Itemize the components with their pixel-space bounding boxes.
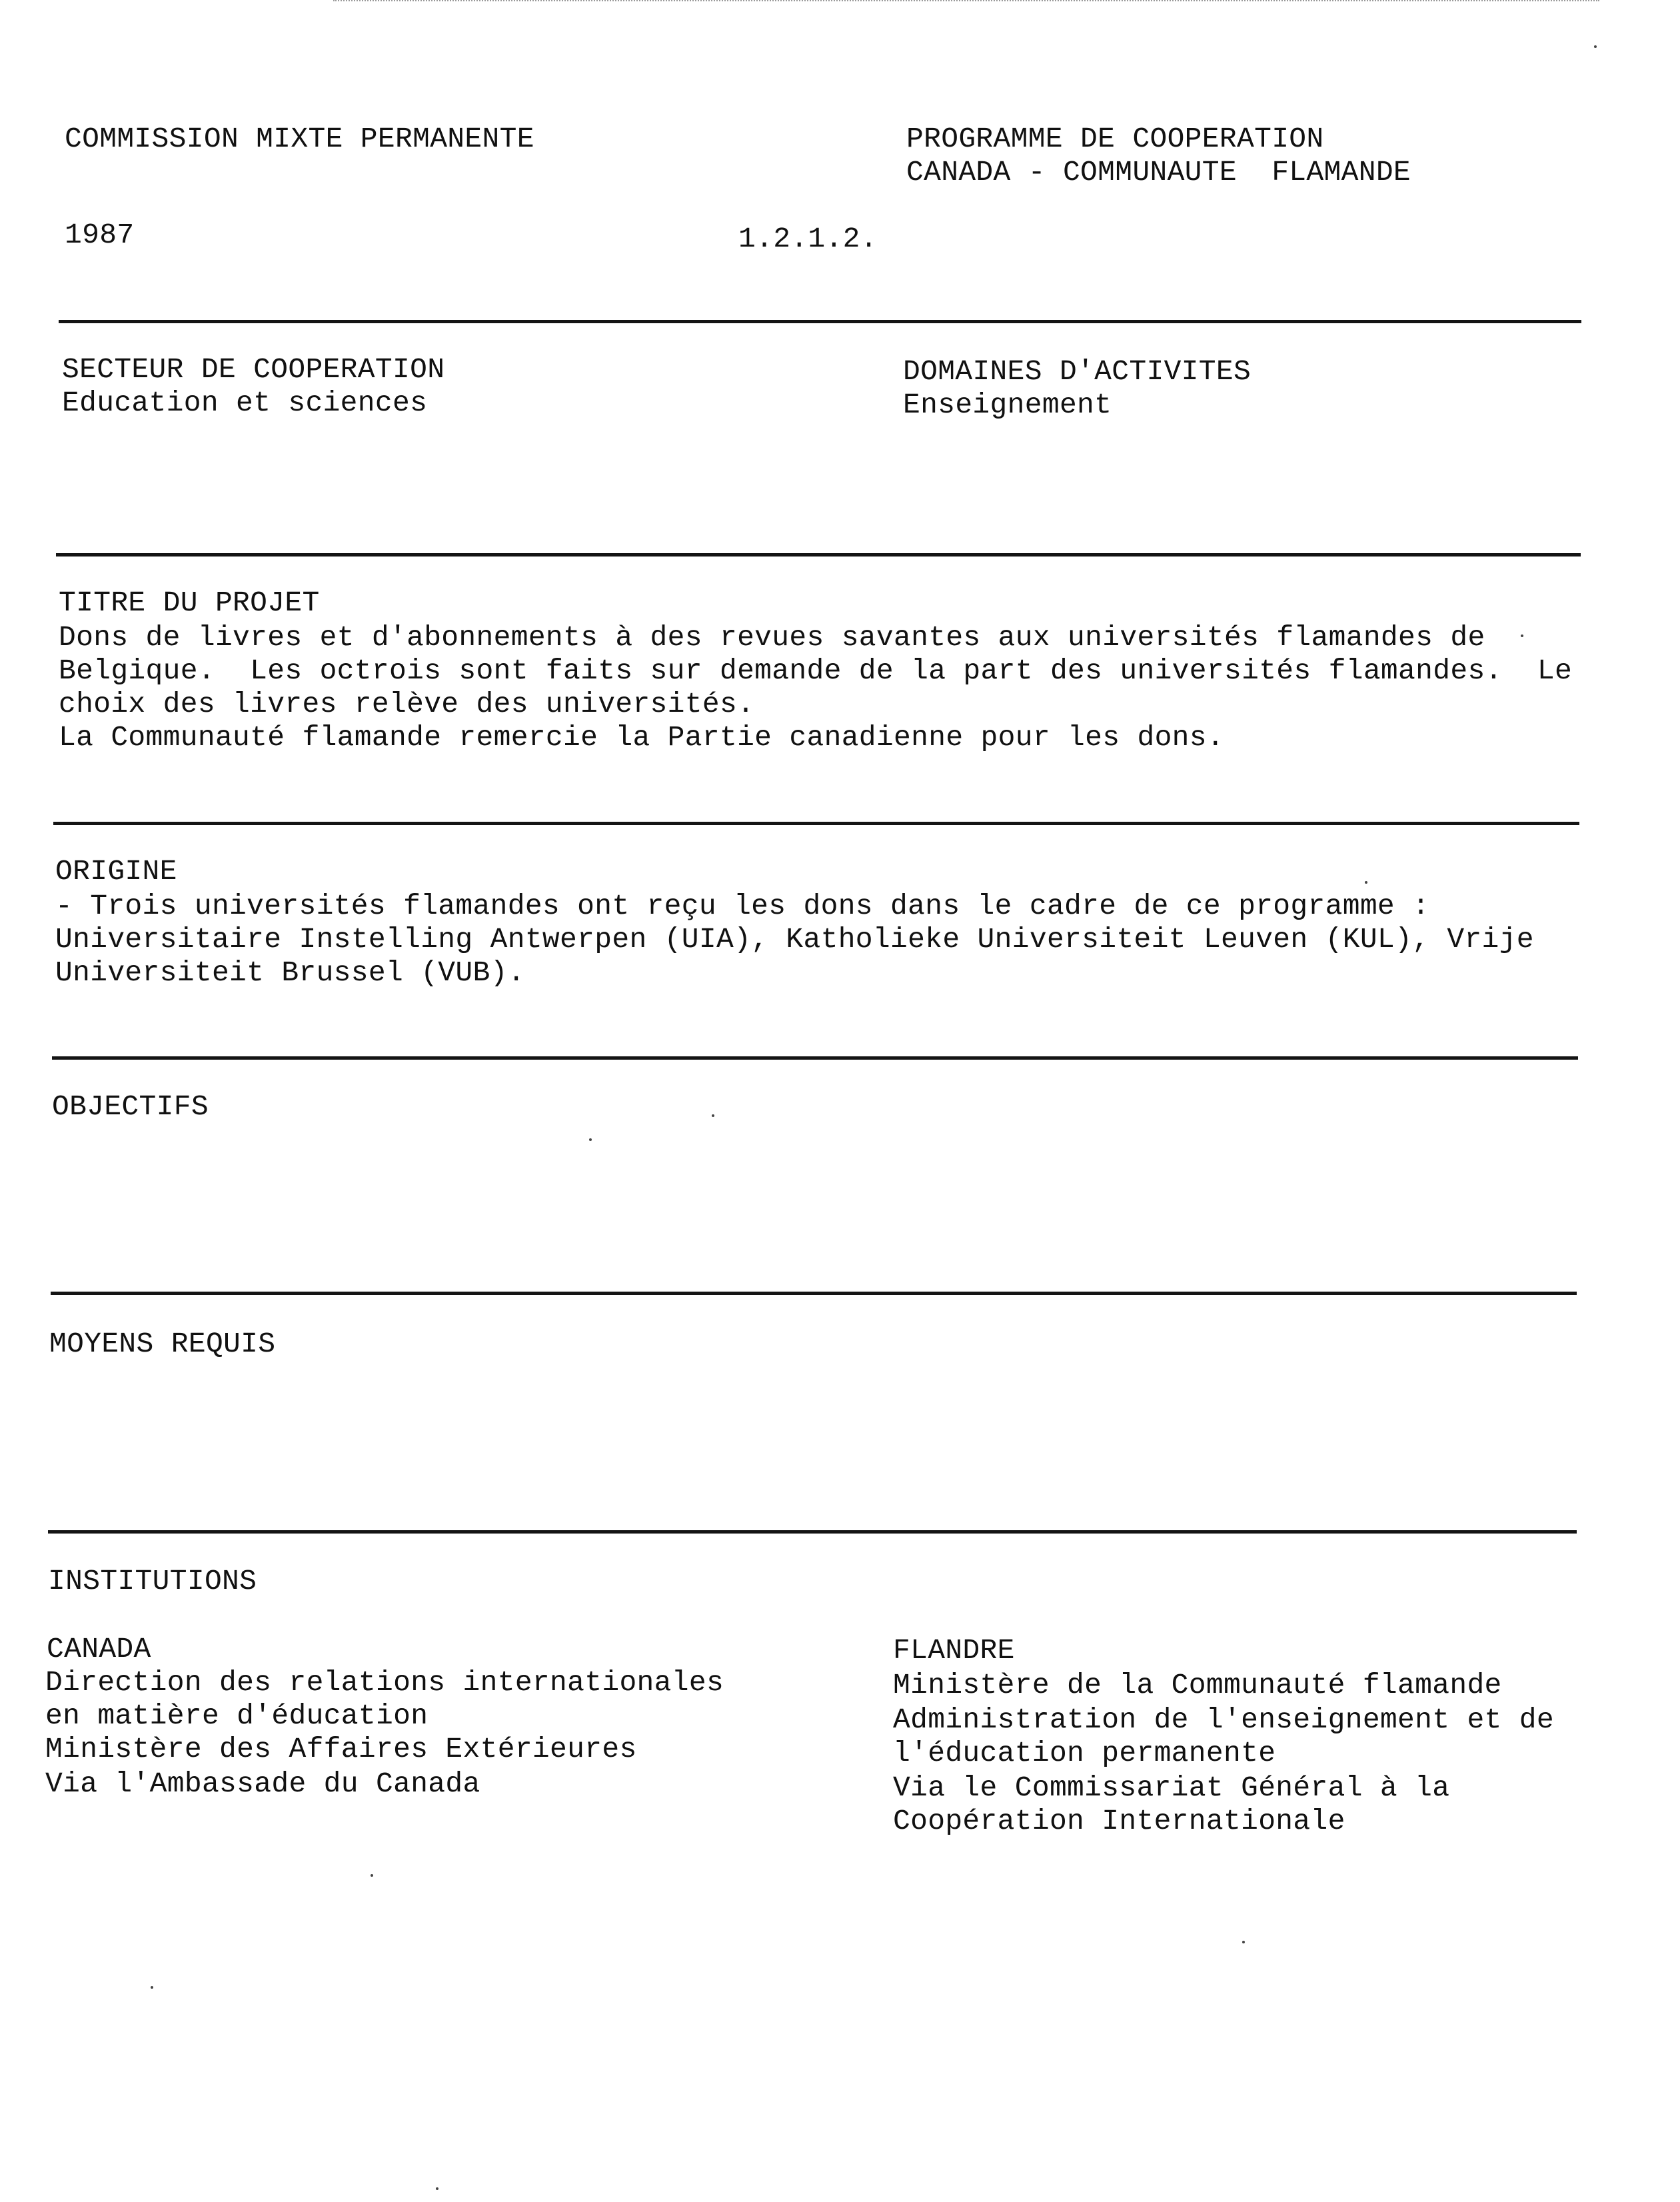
scan-speck <box>1365 881 1367 884</box>
flandre-line: Administration de l'enseignement et de <box>893 1703 1554 1736</box>
flandre-line: l'éducation permanente <box>893 1737 1276 1769</box>
flandre-line: Via le Commissariat Général à la <box>893 1771 1450 1804</box>
scan-speck <box>712 1114 714 1117</box>
origin-line: Universiteit Brussel (VUB). <box>55 956 525 989</box>
divider <box>56 553 1581 556</box>
project-line: choix des livres relève des universités. <box>59 688 755 720</box>
canada-line: Ministère des Affaires Extérieures <box>45 1733 637 1765</box>
scan-speck <box>151 1986 153 1989</box>
divider <box>59 320 1581 323</box>
means-label: MOYENS REQUIS <box>49 1328 276 1360</box>
flandre-line: Coopération Internationale <box>893 1805 1345 1837</box>
divider <box>48 1530 1577 1534</box>
reference-number: 1.2.1.2. <box>738 223 878 255</box>
institutions-label: INSTITUTIONS <box>48 1565 257 1598</box>
canada-line: en matière d'éducation <box>45 1699 428 1732</box>
flandre-line: Ministère de la Communauté flamande <box>893 1669 1502 1701</box>
project-label: TITRE DU PROJET <box>59 586 320 619</box>
domains-label: DOMAINES D'ACTIVITES <box>903 355 1252 388</box>
objectives-label: OBJECTIFS <box>52 1090 209 1123</box>
divider <box>53 822 1579 825</box>
scan-speck <box>436 2187 438 2190</box>
programme-title: PROGRAMME DE COOPERATION <box>906 123 1324 155</box>
year: 1987 <box>65 219 135 251</box>
origin-label: ORIGINE <box>55 855 177 888</box>
project-line: Dons de livres et d'abonnements à des revues savantes aux universités flamandes de <box>59 621 1485 654</box>
sector-label: SECTEUR DE COOPERATION <box>62 353 445 386</box>
domains-value: Enseignement <box>903 389 1112 421</box>
scan-speck <box>371 1874 373 1877</box>
scan-speck <box>1242 1941 1245 1943</box>
project-line: La Communauté flamande remercie la Partie canadienne pour les dons. <box>59 721 1224 754</box>
canada-label: CANADA <box>47 1633 151 1665</box>
canada-line: Via l'Ambassade du Canada <box>45 1767 480 1800</box>
origin-line: Universitaire Instelling Antwerpen (UIA), Katholieke Universiteit Leuven (KUL), Vrije <box>55 923 1534 956</box>
scan-edge-artifact <box>333 0 1599 3</box>
divider <box>51 1292 1577 1295</box>
project-line: Belgique. Les octrois sont faits sur demande de la part des universités flamandes. Le <box>59 654 1573 687</box>
commission-title: COMMISSION MIXTE PERMANENTE <box>65 123 534 155</box>
scan-speck <box>1521 634 1523 637</box>
scan-speck <box>1594 45 1597 48</box>
flandre-label: FLANDRE <box>893 1634 1015 1667</box>
origin-line: - Trois universités flamandes ont reçu les dons dans le cadre de ce programme : <box>55 890 1430 922</box>
scan-speck <box>589 1138 592 1141</box>
divider <box>52 1056 1578 1060</box>
canada-line: Direction des relations internationales <box>45 1666 724 1699</box>
sector-value: Education et sciences <box>62 387 428 419</box>
programme-subtitle: CANADA - COMMUNAUTE FLAMANDE <box>906 156 1411 189</box>
